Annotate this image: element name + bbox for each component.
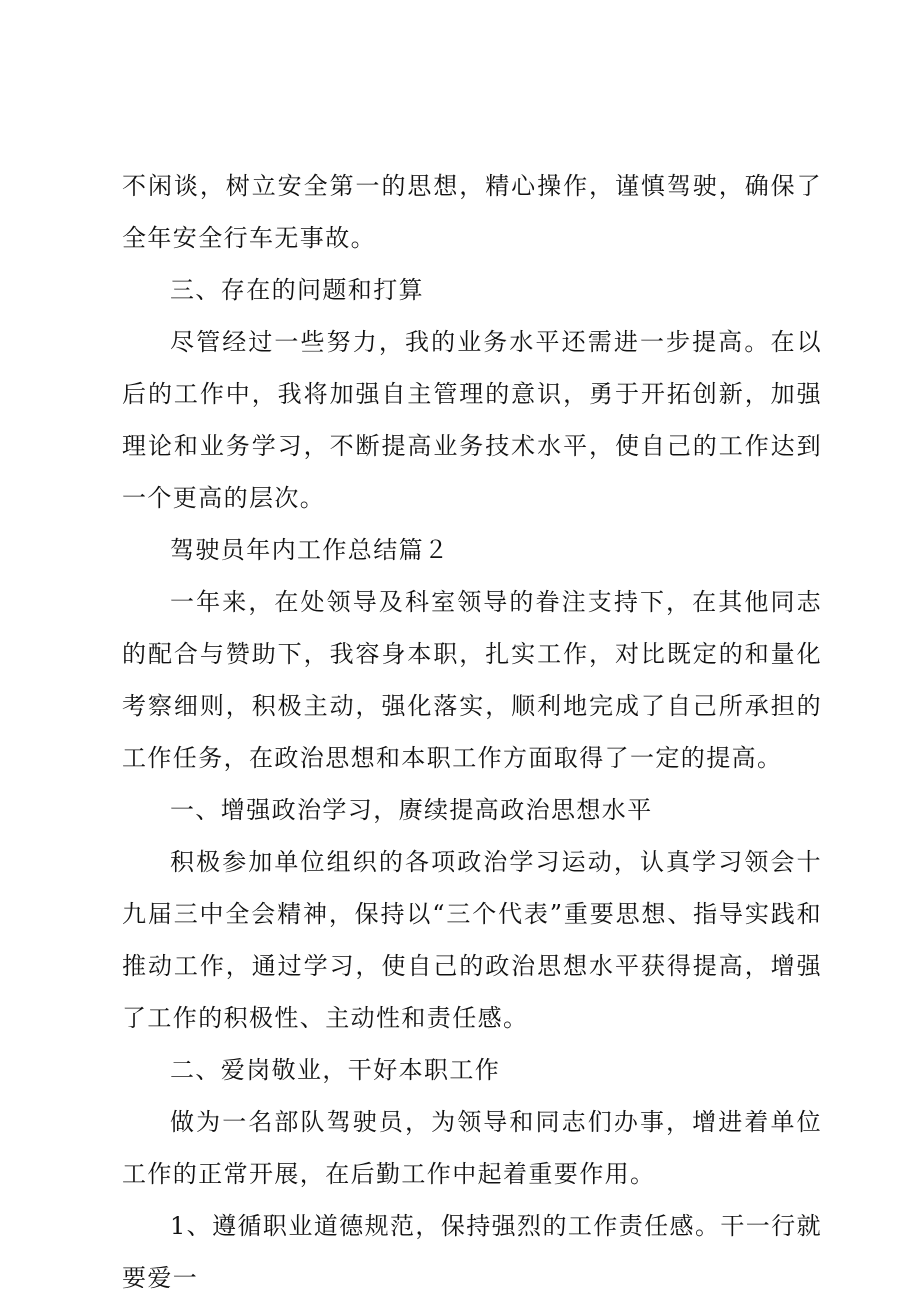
document-body	[122, 160, 822, 1304]
paragraph-improvement: 尽管经过一些努力，我的业务水平还需进一步提高。在以后的工作中，我将加强自主管理的意识，勇于开拓创新，加强理论和业务学习，不断提高业务技术水平，使自己的工作达到一个更高的层次。	[122, 328, 822, 512]
section-heading-job-dedication: 二、爱岗敬业，干好本职工作	[170, 1056, 501, 1084]
paragraph-professional-ethics: 1、遵循职业道德规范，保持强烈的工作责任感。干一行就要爱一	[122, 1212, 822, 1292]
section-heading-political-study: 一、增强政治学习，赓续提高政治思想水平	[170, 796, 653, 824]
paragraph-continuation: 不闲谈，树立安全第一的思想，精心操作，谨慎驾驶，确保了全年安全行车无事故。	[122, 172, 822, 252]
section-heading-problems-plans: 三、存在的问题和打算	[170, 276, 424, 304]
paragraph-year-summary: 一年来，在处领导及科室领导的眷注支持下，在其他同志的配合与赞助下，我容身本职，扎实工作，对比既定的和量化考察细则，积极主动，强化落实，顺利地完成了自己所承担的工作任务，在政治思想和本职工作方面取得了一定的提高。	[122, 588, 822, 772]
paragraph-political-study: 积极参加单位组织的各项政治学习运动，认真学习领会十九届三中全会精神，保持以“三个代表”重要思想、指导实践和推动工作，通过学习，使自己的政治思想水平获得提高，增强了工作的积极性、主动性和责任感。	[122, 848, 822, 1032]
paragraph-driver-role: 做为一名部队驾驶员，为领导和同志们办事，增进着单位工作的正常开展，在后勤工作中起着重要作用。	[122, 1108, 822, 1188]
article-title-part-2: 驾驶员年内工作总结篇２	[170, 536, 450, 564]
